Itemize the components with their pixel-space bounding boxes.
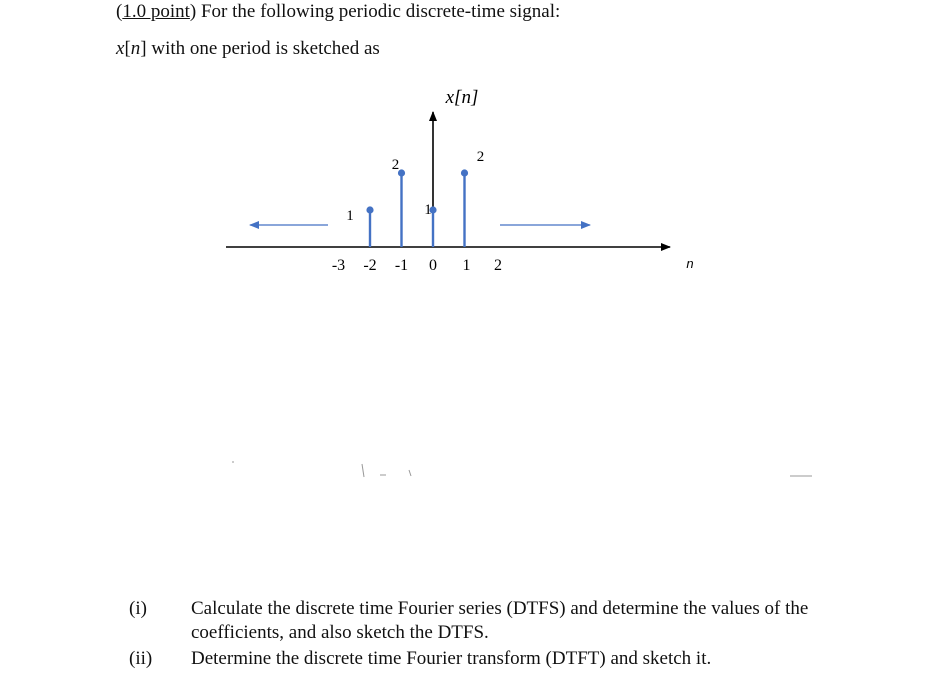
stem-value-label: 2 bbox=[476, 149, 485, 165]
x-tick-label: 1 bbox=[462, 257, 471, 274]
signal-bracket-close: ] bbox=[140, 38, 147, 59]
question-text: Determine the discrete time Fourier transform (DTFT) and sketch it. bbox=[191, 648, 712, 669]
points-label: 1.0 point bbox=[122, 1, 190, 22]
stems bbox=[346, 149, 484, 247]
signal-bracket-open: [ bbox=[124, 38, 131, 59]
signal-index: n bbox=[130, 38, 141, 59]
stem-marker bbox=[461, 169, 468, 176]
question-text: Calculate the discrete time Fourier series (DTFS) and determine the values of the coefficients, and also sketch the DTFS. bbox=[191, 598, 809, 643]
problem-question: For the following periodic discrete-time signal: bbox=[200, 1, 561, 22]
stem-value-label: 1 bbox=[346, 208, 354, 224]
x-tick-label: 2 bbox=[494, 257, 502, 274]
scan-artifacts bbox=[232, 462, 812, 477]
y-axis-label: x[n] bbox=[445, 87, 479, 108]
question-number: (i) bbox=[129, 598, 147, 619]
x-tick-label: 0 bbox=[429, 257, 437, 274]
x-tick-label: -2 bbox=[363, 257, 377, 274]
x-tick-labels bbox=[332, 257, 502, 274]
signal-var: x bbox=[116, 38, 125, 59]
points-close: ) bbox=[189, 1, 197, 22]
stem-value-label: 1 bbox=[424, 202, 432, 218]
points-open: ( bbox=[116, 1, 123, 22]
x-tick-label: -1 bbox=[394, 257, 409, 274]
stem-marker bbox=[366, 206, 373, 213]
question-number: (ii) bbox=[129, 648, 153, 669]
x-axis-label: n bbox=[686, 256, 694, 271]
x-tick-label: -3 bbox=[331, 257, 346, 274]
signal-text: with one period is sketched as bbox=[146, 38, 380, 59]
stem-value-label: 2 bbox=[391, 157, 400, 173]
